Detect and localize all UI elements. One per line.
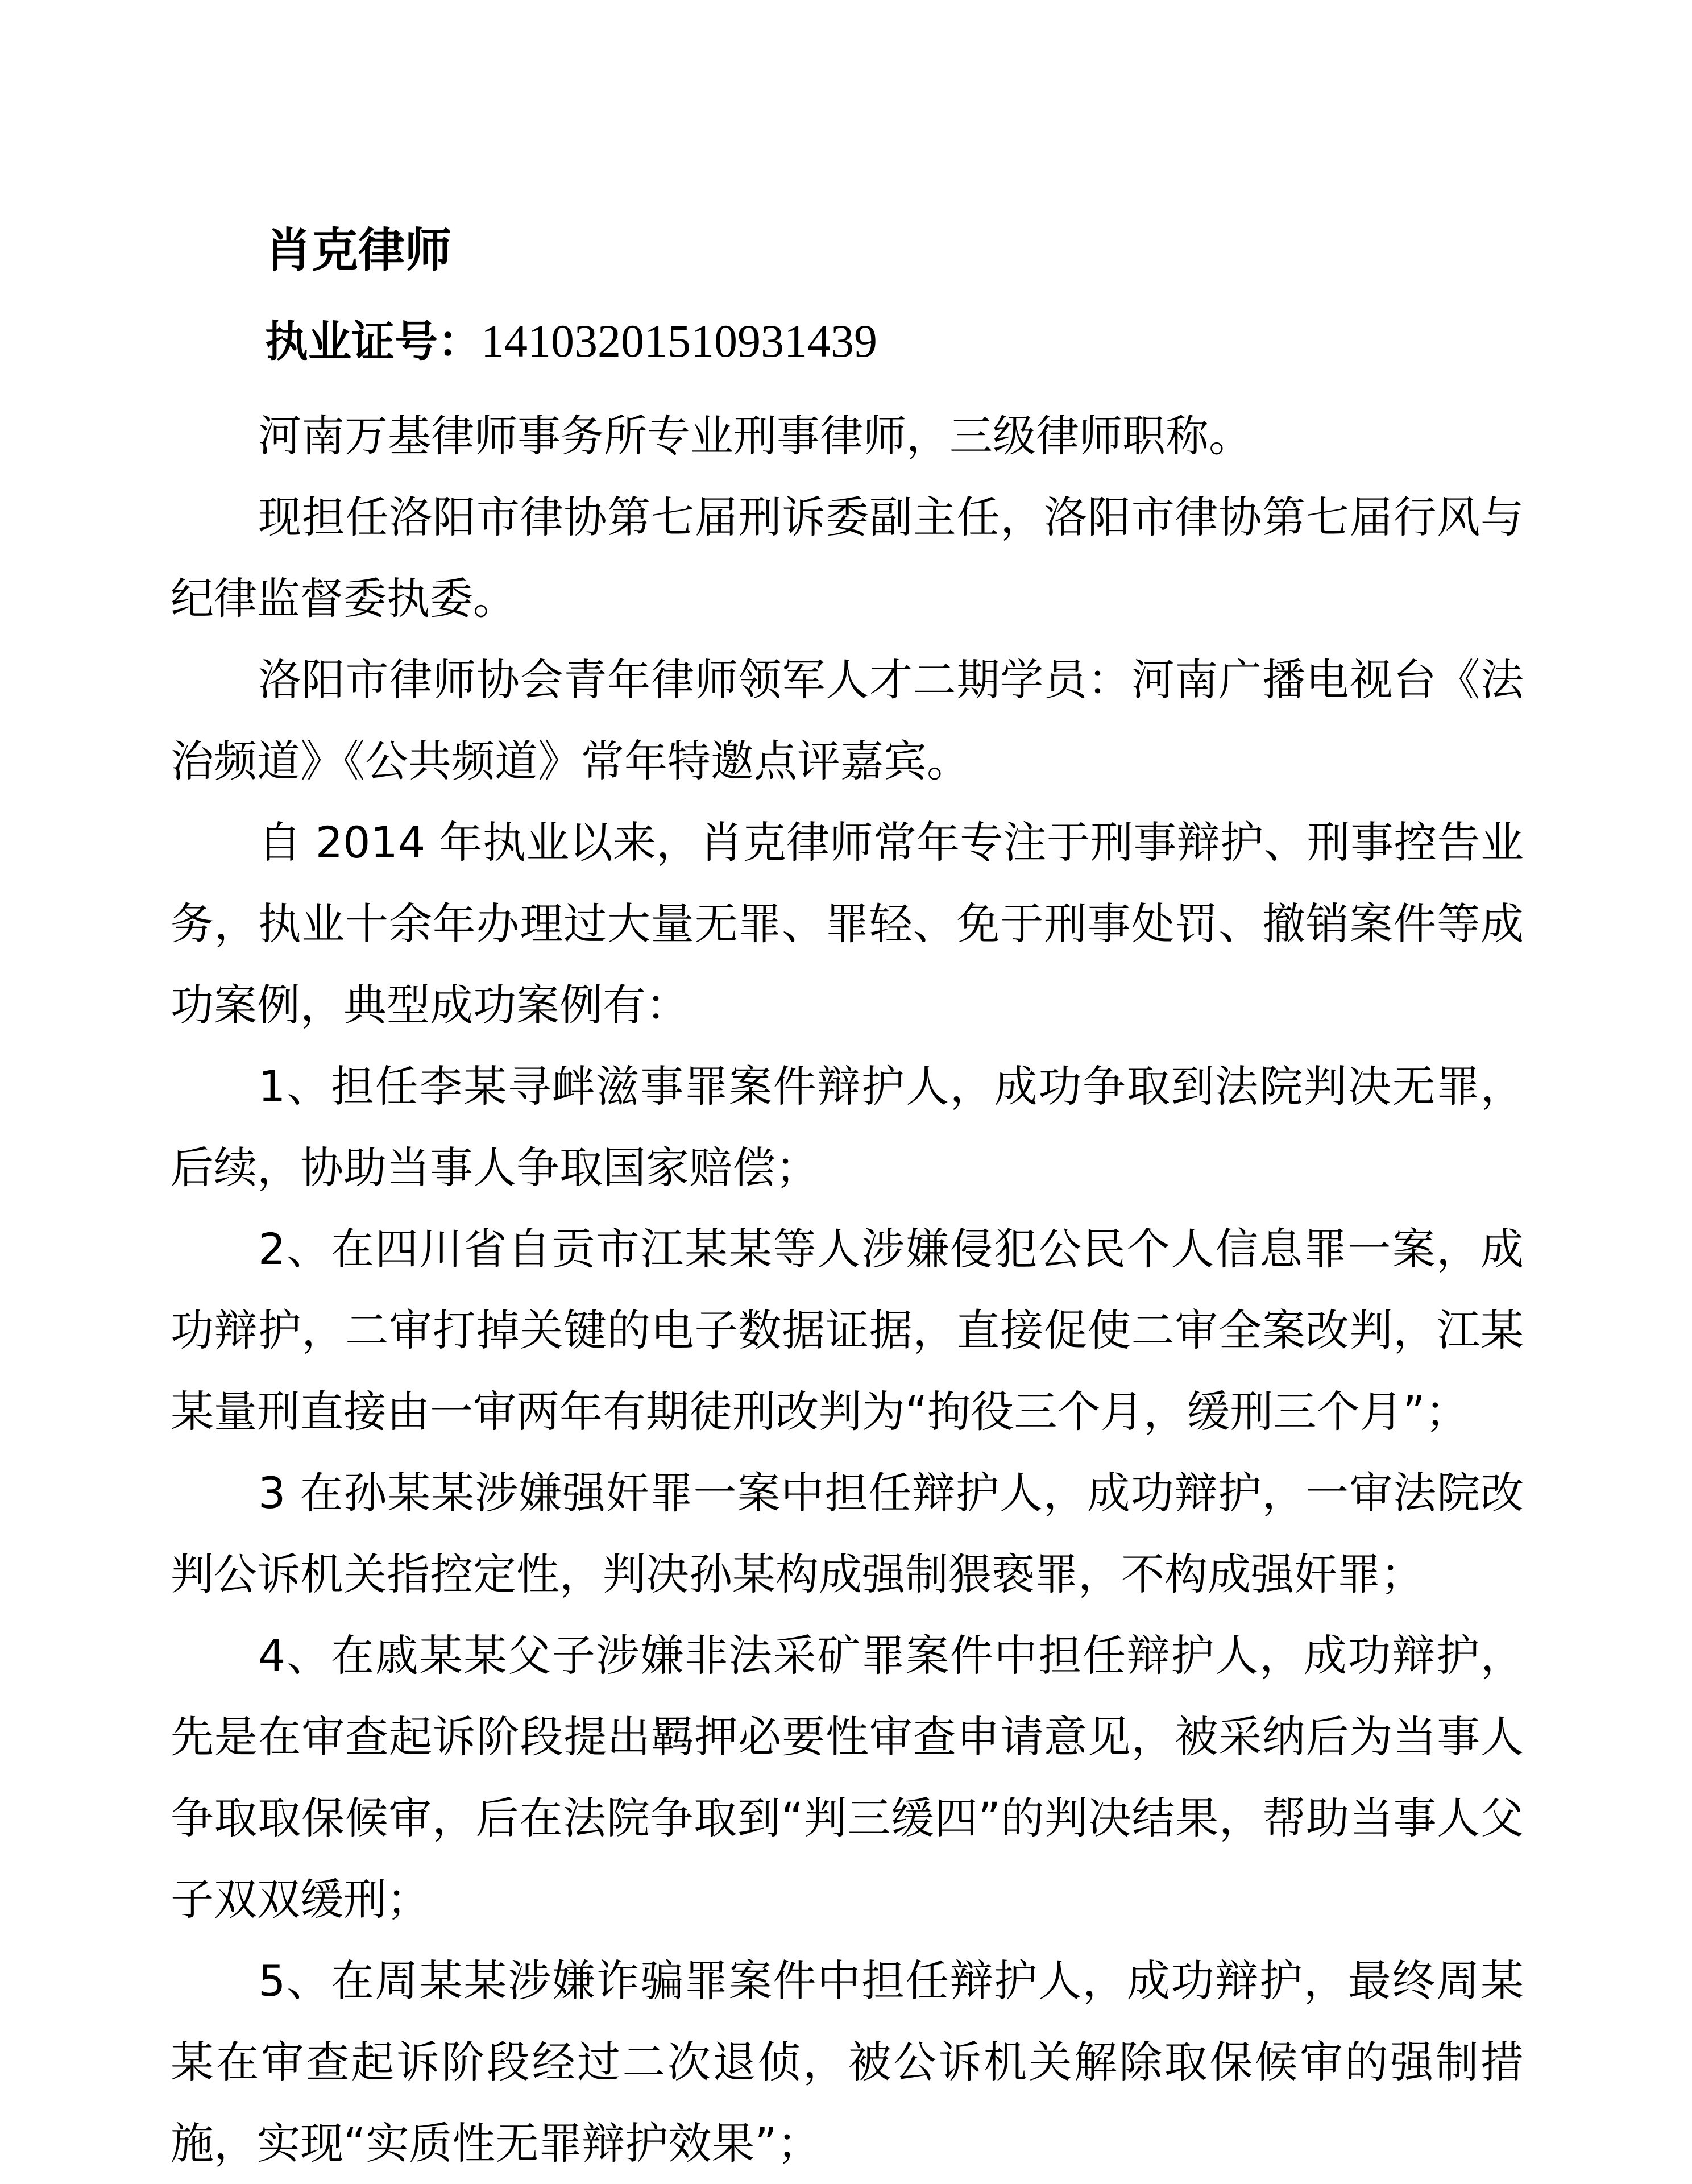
lawyer-name-heading: 肖克律师 (265, 223, 452, 277)
case-item-2: 2、在四川省自贡市江某某等人涉嫌侵犯公民个人信息罪一案，成功辩护，二审打掉关键的电子数据证据，直接促使二审全案改判，江某某量刑直接由一审两年有期徒刑改判为“拘役三个月，缓刑三个月”； (171, 1224, 1524, 1437)
license-line (265, 301, 877, 382)
paragraph-honors: 洛阳市律师协会青年律师领军人才二期学员：河南广播电视台《法治频道》《公共频道》常年特邀点评嘉宾。 (171, 654, 1524, 786)
case-item-5: 5、在周某某涉嫌诈骗罪案件中担任辩护人，成功辩护，最终周某某在审查起诉阶段经过二次退侦，被公诉机关解除取保候审的强制措施，实现“实质性无罪辩护效果”； (171, 1955, 1524, 2169)
license-number: 14103201510931439 (481, 315, 877, 367)
case-item-4: 4、在戚某某父子涉嫌非法采矿罪案件中担任辩护人，成功辩护，先是在审查起诉阶段提出羁押必要性审查申请意见，被采纳后为当事人争取取保候审，后在法院争取到“判三缓四”的判决结果，帮助当事人父子双双缓刑； (171, 1630, 1524, 1925)
case-item-1: 1、担任李某寻衅滋事罪案件辩护人，成功争取到法院判决无罪，后续，协助当事人争取国家赔偿； (171, 1061, 1524, 1193)
paragraph-firm: 河南万基律师事务所专业刑事律师，三级律师职称。 (258, 411, 1252, 461)
paragraph-practice: 自 2014 年执业以来，肖克律师常年专注于刑事辩护、刑事控告业务，执业十余年办理过大量无罪、罪轻、免于刑事处罚、撤销案件等成功案例，典型成功案例有： (171, 817, 1524, 1030)
license-label: 执业证号： (265, 316, 481, 367)
case-item-3: 3 在孙某某涉嫌强奸罪一案中担任辩护人，成功辩护，一审法院改判公诉机关指控定性，判决孙某构成强制猥亵罪，不构成强奸罪； (171, 1468, 1524, 1599)
profile-body (171, 395, 1524, 2184)
paragraph-positions: 现担任洛阳市律协第七届刑诉委副主任，洛阳市律协第七届行风与纪律监督委执委。 (171, 492, 1524, 624)
